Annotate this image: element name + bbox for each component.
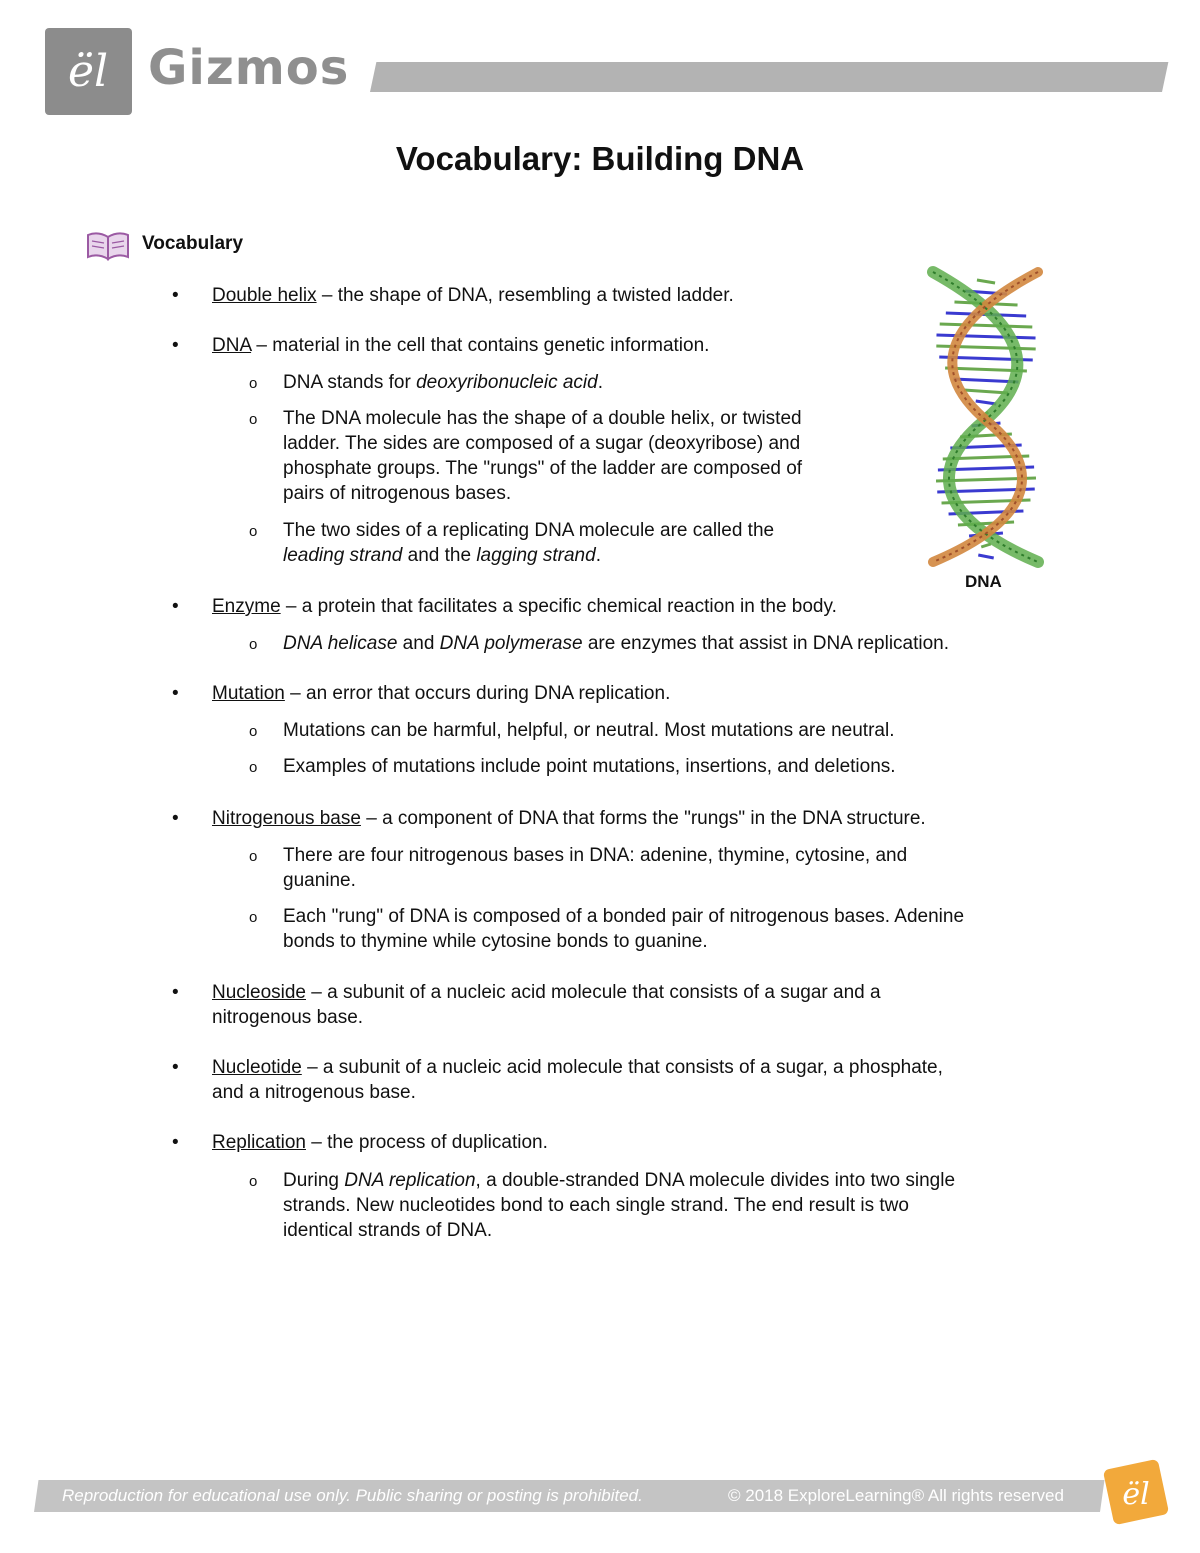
dna-rung — [940, 324, 1033, 327]
term-definition: – a component of DNA that forms the "rungs" in the DNA structure. — [366, 808, 926, 829]
dna-rung — [977, 280, 995, 283]
dna-rung — [936, 335, 1035, 338]
term-name: DNA — [212, 335, 252, 356]
sub-list-item: o The DNA molecule has the shape of a double helix, or twisted ladder. The sides are composed of a sugar (deoxyribose) and phosphate groups. The "rungs" of the ladder are composed of pairs of nitrogenous bases. — [249, 408, 803, 504]
list-item: • Nucleoside – a subunit of a nucleic acid molecule that consists of a sugar and a nitrogenous base. — [172, 982, 881, 1028]
term-name: Nucleotide — [212, 1057, 302, 1078]
brand-name: Gizmos — [148, 40, 350, 96]
list-item: • Mutation – an error that occurs during DNA replication. — [172, 683, 671, 704]
dna-rung — [981, 544, 991, 547]
page-title: Vocabulary: Building DNA — [395, 140, 805, 177]
sub-list-item: o During DNA replication, a double-stranded DNA molecule divides into two single strands. New nucleotides bond to each single strand. The end result is two identical strands of DNA. — [249, 1170, 956, 1241]
term-name: Enzyme — [212, 596, 281, 617]
explorelearning-logo-icon — [45, 28, 132, 115]
sub-list-item: o DNA helicase and DNA polymerase are enzymes that assist in DNA replication. — [249, 633, 950, 654]
term-definition: – a subunit of a nucleic acid molecule that consists of a sugar and a — [311, 982, 881, 1003]
dna-double-helix-image — [913, 262, 1059, 572]
sub-list-item: o The two sides of a replicating DNA molecule are called the leading strand and the lagging strand. — [249, 520, 775, 566]
sub-list-item: o There are four nitrogenous bases in DNA: adenine, thymine, cytosine, and guanine. — [249, 845, 908, 891]
footer-copyright: © 2018 ExploreLearning® All rights reserved — [728, 1486, 1064, 1505]
sub-list-item: o Examples of mutations include point mutations, insertions, and deletions. — [249, 756, 896, 777]
sub-list-item: o Mutations can be harmful, helpful, or neutral. Most mutations are neutral. — [249, 720, 895, 741]
term-definition: – a protein that facilitates a specific chemical reaction in the body. — [285, 596, 837, 617]
sub-list-item: o DNA stands for deoxyribonucleic acid. — [249, 372, 604, 393]
term-definition: – material in the cell that contains genetic information. — [256, 335, 710, 356]
list-item: • Enzyme – a protein that facilitates a specific chemical reaction in the body. — [172, 596, 837, 617]
term-name: Mutation — [212, 683, 285, 704]
svg-text:ël: ël — [1122, 1477, 1150, 1512]
list-item: • Nucleotide – a subunit of a nucleic acid molecule that consists of a sugar, a phosphate, and a nitrogenous base. — [172, 1057, 943, 1103]
list-item: • DNA – material in the cell that contains genetic information. — [172, 335, 710, 356]
term-definition: – the shape of DNA, resembling a twisted ladder. — [321, 285, 734, 306]
open-book-icon — [86, 231, 130, 261]
term-name: Nitrogenous base — [212, 808, 361, 829]
term-name: Replication — [212, 1132, 306, 1153]
footer-notice: Reproduction for educational use only. Public sharing or posting is prohibited. — [62, 1486, 643, 1505]
dna-rung — [976, 401, 997, 404]
explorelearning-footer-logo-icon — [1100, 1456, 1172, 1528]
term-definition: – the process of duplication. — [311, 1132, 548, 1153]
dna-rung — [964, 390, 1008, 393]
dna-rung — [978, 555, 993, 558]
term-name: Nucleoside — [212, 982, 306, 1003]
list-item: • Double helix – the shape of DNA, resembling a twisted ladder. — [172, 285, 734, 306]
term-definition: – an error that occurs during DNA replication. — [290, 683, 671, 704]
svg-text:ël: ël — [67, 46, 109, 97]
figure-caption: DNA — [965, 572, 1002, 591]
list-item: • Replication – the process of duplication. — [172, 1132, 548, 1153]
header-bar — [370, 62, 1168, 92]
section-heading: Vocabulary — [142, 233, 244, 254]
sub-list-item: o Each "rung" of DNA is composed of a bonded pair of nitrogenous bases. Adenine bonds to thymine while cytosine bonds to guanine. — [249, 906, 965, 952]
list-item: • Nitrogenous base – a component of DNA that forms the "rungs" in the DNA structure. — [172, 808, 926, 829]
term-definition: – a subunit of a nucleic acid molecule that consists of a sugar, a phosphate, — [307, 1057, 943, 1078]
term-name: Double helix — [212, 285, 317, 306]
